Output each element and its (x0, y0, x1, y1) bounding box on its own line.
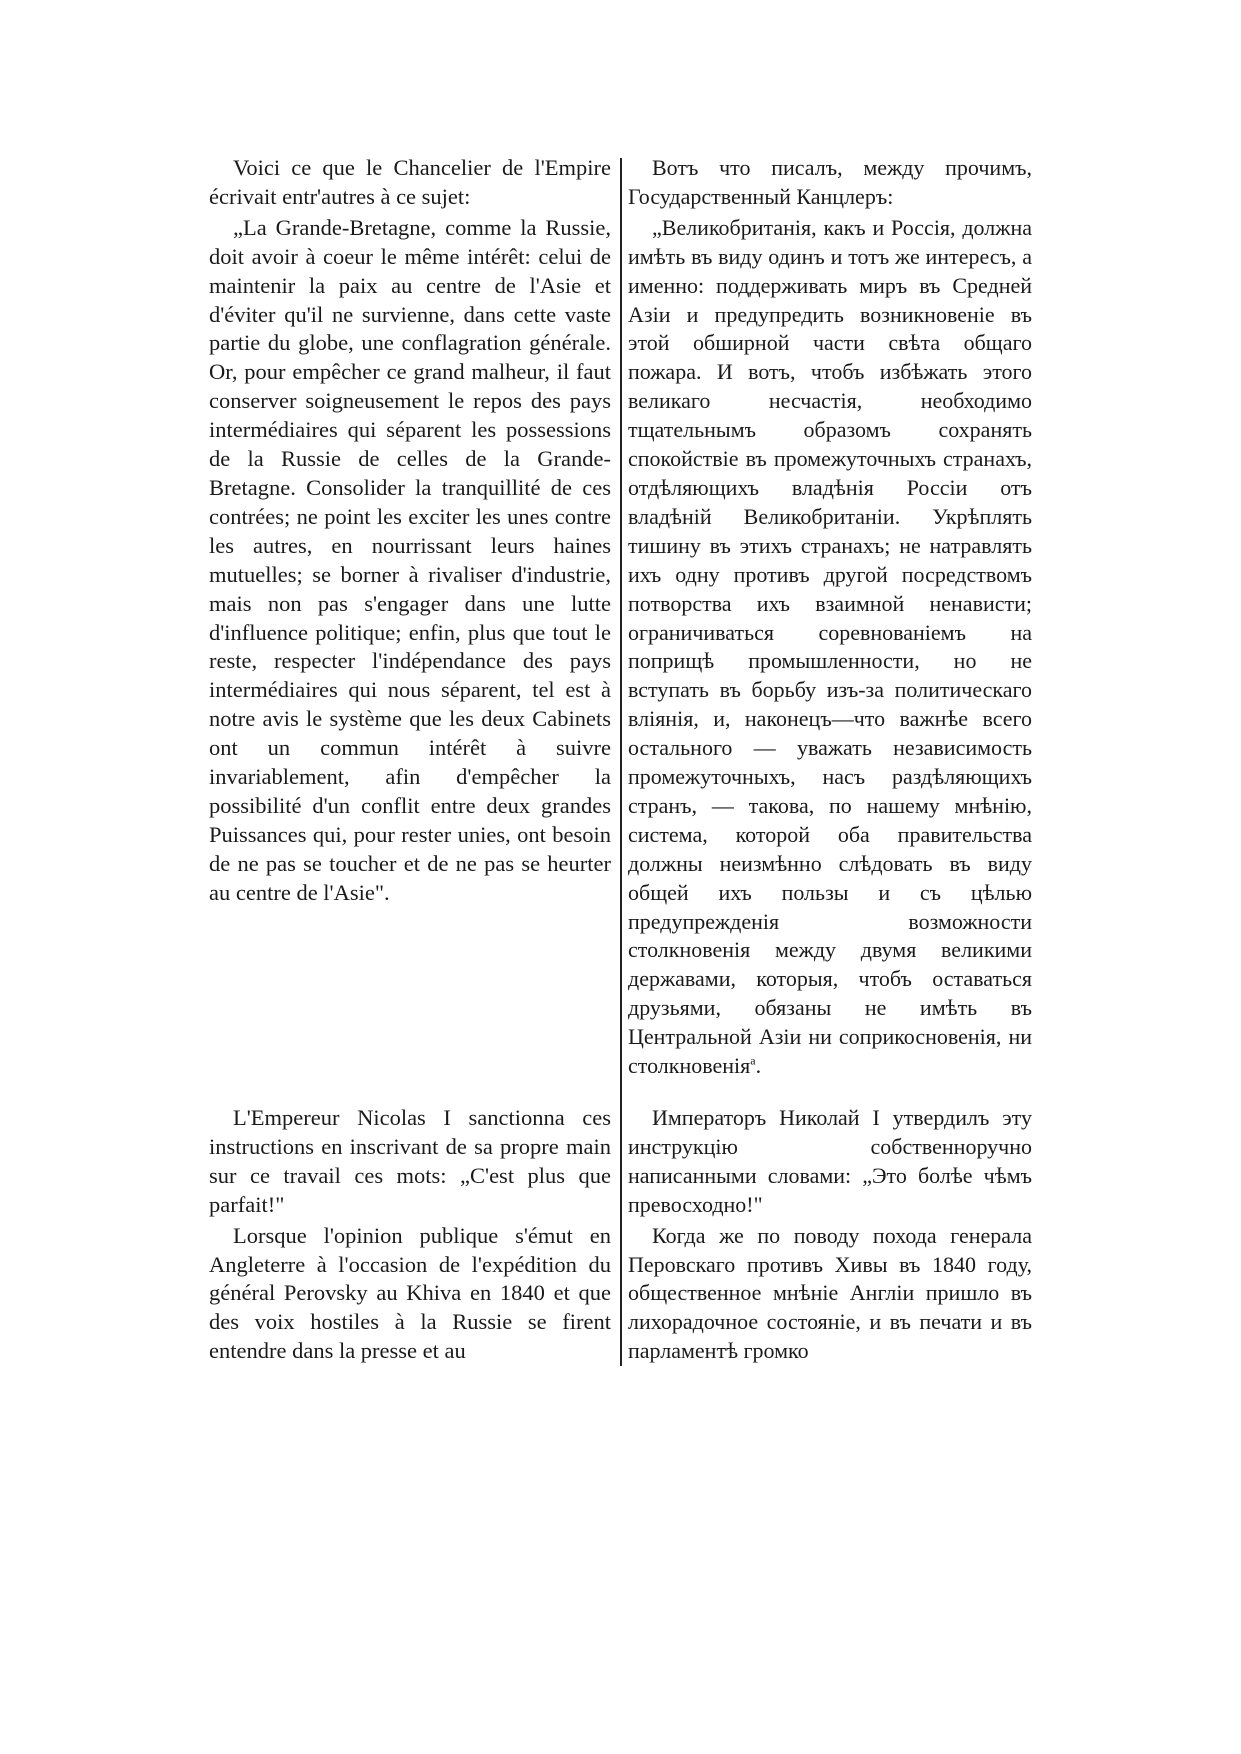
russian-block-2 (628, 1104, 1032, 1366)
french-opinion-paragraph: Lorsque l'opinion publique s'émut en Angleterre à l'occasion de l'expédition du général Perovsky au Khiva en 1840 et que des voix hostiles à la Russie se firent entendre dans la presse et au (209, 1222, 611, 1364)
russian-quote-text: „Великобританія, какъ и Россія, должна имѣть въ виду одинъ и тотъ же интересъ, а именно: поддерживать миръ въ Средней Азіи и предупредить возникновеніе въ этой обширной части свѣта общаго пожара. И вотъ, чтобъ избѣжать этого великаго несчастія, необходимо тщательнымъ образомъ сохранять спокойствіе въ промежуточныхъ странахъ, отдѣляющихъ владѣнія Россіи отъ владѣній Великобританіи. Укрѣплять тишину въ этихъ странахъ; не натравлять ихъ одну противъ другой посредствомъ потворства ихъ взаимной ненависти; ограничиваться соревнованіемъ на поприщѣ промышленности, но не вступать въ борьбу изъ-за политическаго вліянія, и, наконецъ—что важнѣе всего остального — уважать независимость промежуточныхъ, насъ раздѣляющихъ странъ, — такова, по нашему мнѣнію, система, которой оба правительства должны неизмѣнно слѣдовать въ виду общей ихъ пользы и съ цѣлью предупрежденія возможности столкновенія между двумя великими державами, которыя, чтобъ оставаться друзьями, обязаны не имѣть въ Центральной Азіи ни соприкосновенія, ни столкновенія (628, 214, 1032, 1079)
french-block-2 (209, 1104, 611, 1366)
russian-block-1 (628, 154, 1032, 1081)
french-quote-paragraph: „La Grande-Bretagne, comme la Russie, doit avoir à coeur le même intérêt: celui de maintenir la paix au centre de l'Asie et d'éviter qu'il ne survienne, dans cette vaste partie du globe, une conflagration générale. Or, pour empêcher ce grand malheur, il faut conserver soigneusement le repos des pays intermédiaires qui séparent les possessions de la Russie de celles de la Grande-Bretagne. Consolider la tranquillité de ces contrées; ne point les exciter les unes contre les autres, en nourrissant leurs haines mutuelles; se borner à rivaliser d'industrie, mais non pas s'engager dans une lutte d'influence politique; enfin, plus que tout le reste, respecter l'indépendance des pays intermédiaires qui nous séparent, tel est à notre avis le système que les deux Cabinets ont un commun intérêt à suivre invariablement, afin d'empêcher la possibilité d'un conflit entre deux grandes Puissances qui, pour rester unies, ont besoin de ne pas se toucher et de ne pas se heurter au centre de l'Asie". (209, 214, 611, 905)
russian-intro-paragraph: Вотъ что писалъ, между прочимъ, Государственный Канцлеръ: (628, 155, 1032, 209)
russian-quote-end: . (755, 1053, 762, 1079)
russian-opinion-paragraph: Когда же по поводу похода генерала Перовскаго противъ Хивы въ 1840 году, общественное мнѣніе Англіи пришло въ лихорадочное состояніе, и въ печати и въ парламентѣ громко (628, 1222, 1032, 1364)
french-intro-paragraph: Voici ce que le Chancelier de l'Empire écrivait entr'autres à ce sujet: (209, 155, 611, 209)
footnote-marker: a (750, 1053, 756, 1068)
russian-emperor-paragraph: Императоръ Николай I утвердилъ эту инструкцію собственноручно написанными словами: „Это болѣе чѣмъ превосходно!" (628, 1105, 1032, 1217)
column-divider (620, 158, 622, 1366)
french-block-1 (209, 154, 611, 908)
russian-quote-paragraph (628, 214, 1032, 1081)
french-emperor-paragraph: L'Empereur Nicolas I sanctionna ces instructions en inscrivant de sa propre main sur ce travail ces mots: „C'est plus que parfait!" (209, 1105, 611, 1217)
